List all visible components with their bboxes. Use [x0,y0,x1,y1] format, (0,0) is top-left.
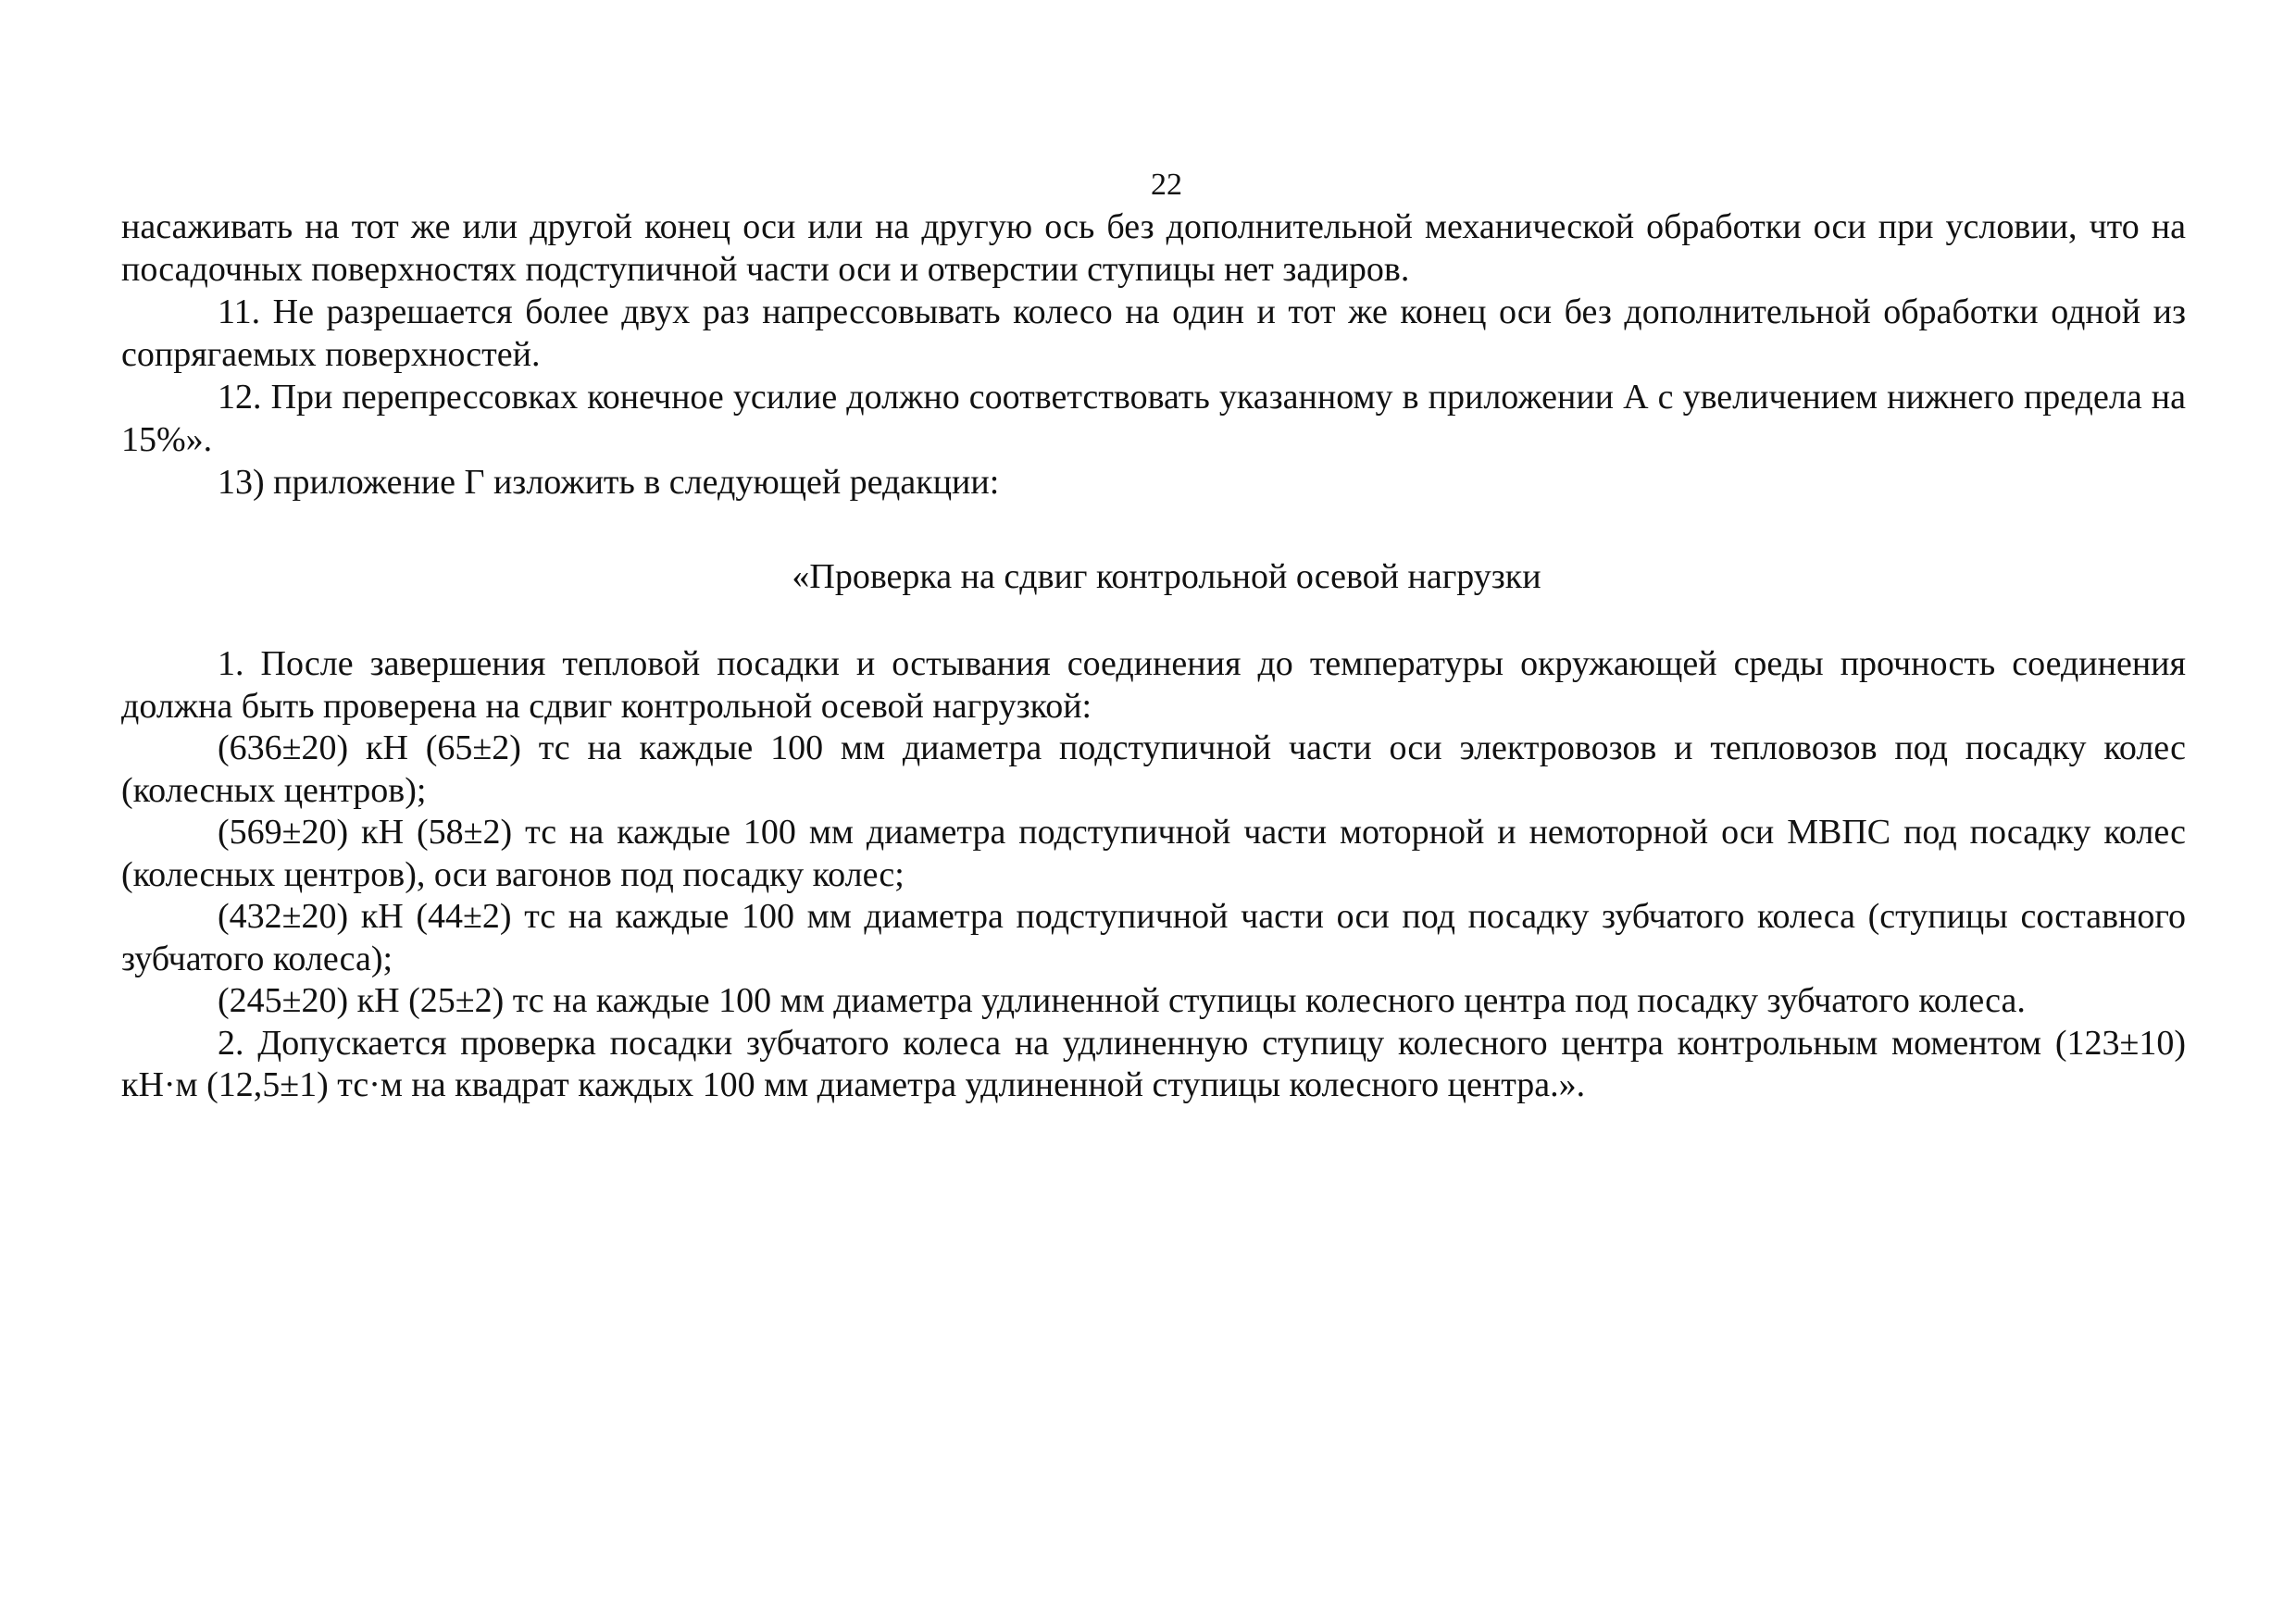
section-title: «Проверка на сдвиг контрольной осевой нагрузки [792,557,1541,596]
text-block-bottom [121,643,2186,1107]
load-item-569: (569±20) кН (58±2) тс на каждые 100 мм диаметра подступичной части моторной и немоторной оси МВПС под посадку колес (колесных центров), оси вагонов под посадку колес; [121,813,2186,894]
paragraph-item-13: 13) приложение Г изложить в следующей редакции: [218,463,1000,502]
page-number: 22 [1151,168,1182,202]
load-item-432: (432±20) кН (44±2) тс на каждые 100 мм диаметра подступичной части оси под посадку зубчатого колеса (ступицы составного зубчатого колеса); [121,897,2186,978]
text-block-top [121,205,2186,504]
paragraph: насаживать на тот же или другой конец оси или на другую ось без дополнительной механической обработки оси при условии, что на посадочных поверхностях подступичной части оси и отверстии ступицы нет задиров. [121,207,2186,289]
paragraph-item-1: 1. После завершения тепловой посадки и остывания соединения до температуры окружающей среды прочность соединения должна быть проверена на сдвиг контрольной осевой нагрузкой: [121,644,2186,726]
load-item-245: (245±20) кН (25±2) тс на каждые 100 мм диаметра удлиненной ступицы колесного центра под посадку зубчатого колеса. [218,981,2026,1020]
paragraph-item-11: 11. Не разрешается более двух раз напрессовывать колесо на один и тот же конец оси без дополнительной обработки одной из сопрягаемых поверхностей. [121,292,2186,374]
paragraph-item-12: 12. При перепрессовках конечное усилие должно соответствовать указанному в приложении А с увеличением нижнего предела на 15%». [121,378,2186,459]
load-item-636: (636±20) кН (65±2) тс на каждые 100 мм диаметра подступичной части оси электровозов и тепловозов под посадку колес (колесных центров); [121,728,2186,810]
paragraph-item-2: 2. Допускается проверка посадки зубчатого колеса на удлиненную ступицу колесного центра контрольным моментом (123±10) кН·м (12,5±1) тс·м на квадрат каждых 100 мм диаметра удлиненной ступицы колесного центра.». [121,1023,2186,1104]
